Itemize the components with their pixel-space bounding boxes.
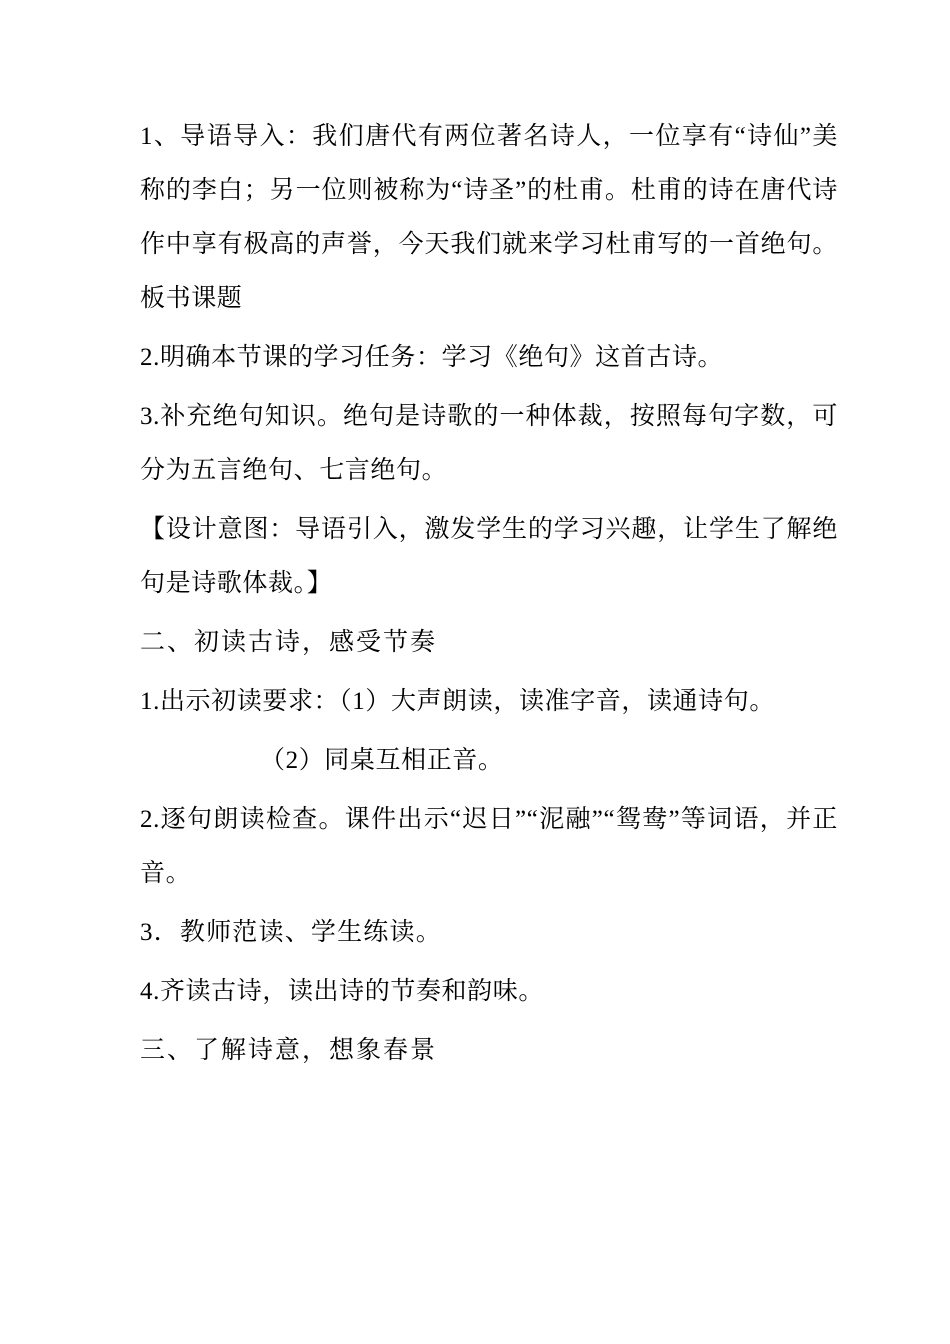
- section-heading-初读古诗: 二、初读古诗，感受节奏: [140, 629, 438, 656]
- paragraph-朗读检查: 2.逐句朗读检查。课件出示“迟日”“泥融”“鸳鸯”等词语，并正音。: [140, 806, 838, 887]
- paragraph-齐读古诗: 4.齐读古诗，读出诗的节奏和韵味。: [140, 978, 544, 1005]
- paragraph-教师范读: 3．教师范读、学生练读。: [140, 919, 442, 946]
- paragraph-初读要求: 1.出示初读要求：（1）大声朗读，读准字音，读通诗句。: [140, 688, 775, 715]
- section-heading-了解诗意: 三、了解诗意，想象春景: [140, 1037, 438, 1064]
- paragraph-导语导入: 1、导语导入：我们唐代有两位著名诗人，一位享有“诗仙”美称的李白；另一位则被称为“诗圣”的杜甫。杜甫的诗在唐代诗作中享有极高的声誉，今天我们就来学习杜甫写的一首绝句。板书课题: [140, 123, 838, 312]
- paragraph-学习任务: 2.明确本节课的学习任务：学习《绝句》这首古诗。: [140, 344, 724, 371]
- paragraph-绝句知识: 3.补充绝句知识。绝句是诗歌的一种体裁，按照每句字数，可分为五言绝句、七言绝句。: [140, 403, 838, 484]
- paragraph-设计意图: 【设计意图：导语引入，激发学生的学习兴趣，让学生了解绝句是诗歌体裁。】: [140, 516, 838, 597]
- document-body: [140, 110, 838, 1078]
- paragraph-同桌正音: （2）同桌互相正音。: [260, 747, 504, 774]
